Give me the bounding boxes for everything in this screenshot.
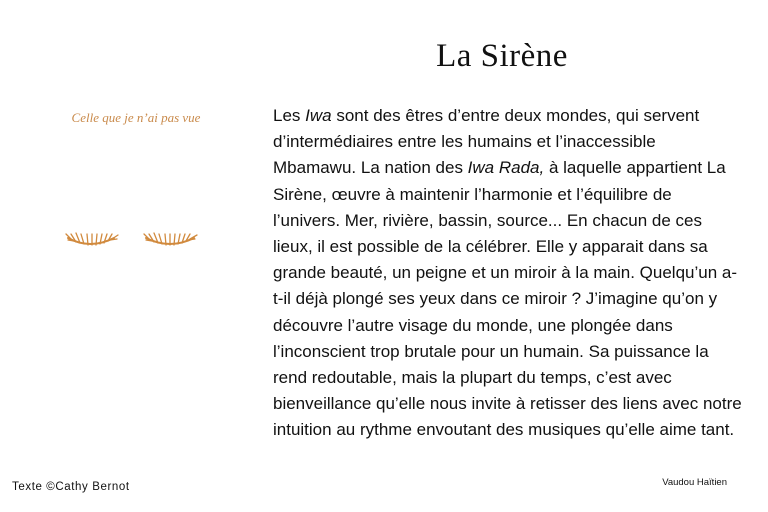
source-caption: Vaudou Haïtien [662,477,727,488]
credit-text: Texte ©Cathy Bernot [12,481,130,493]
text-run-italic: Iwa Rada, [467,158,545,178]
text-run: sont des êtres d’entre deux mondes, qui servent d’intermédiaires entre les humains et l’inaccessible Mbamawu. La nation des [273,106,700,178]
subtitle: Celle que je n’ai pas vue [71,110,201,125]
main-text [273,103,743,444]
text-run-italic: Iwa [305,106,332,125]
text-run: Les [273,106,306,125]
main-paragraph [273,103,743,444]
closed-eyes-illustration [62,220,202,260]
right-eyelash-icon [144,233,197,245]
page-title: La Sirène [436,38,568,74]
left-eyelash-icon [66,233,118,245]
text-run: à laquelle appartient La Sirène, œuvre à maintenir l’harmonie et l’équilibre de l’univers. Mer, rivière, bassin, source... En chacun de ces lieux, il est possible de la célébrer. Elle y apparait dans sa grande beauté, un peigne et un miroir à la main. Quelqu’un a-t-il déjà plongé ses yeux dans ce miroir ? J’imagine qu’on y découvre l’autre visage du monde, une plongée dans l’inconscient trop brutale pour un humain. Sa puissance la rend redoutable, mais la plupart du temps, c’est avec bienveillance qu’elle nous invite à retisser des liens avec notre intuition au rythme envoutant des musiques qu’elle aime tant. [273,158,742,440]
